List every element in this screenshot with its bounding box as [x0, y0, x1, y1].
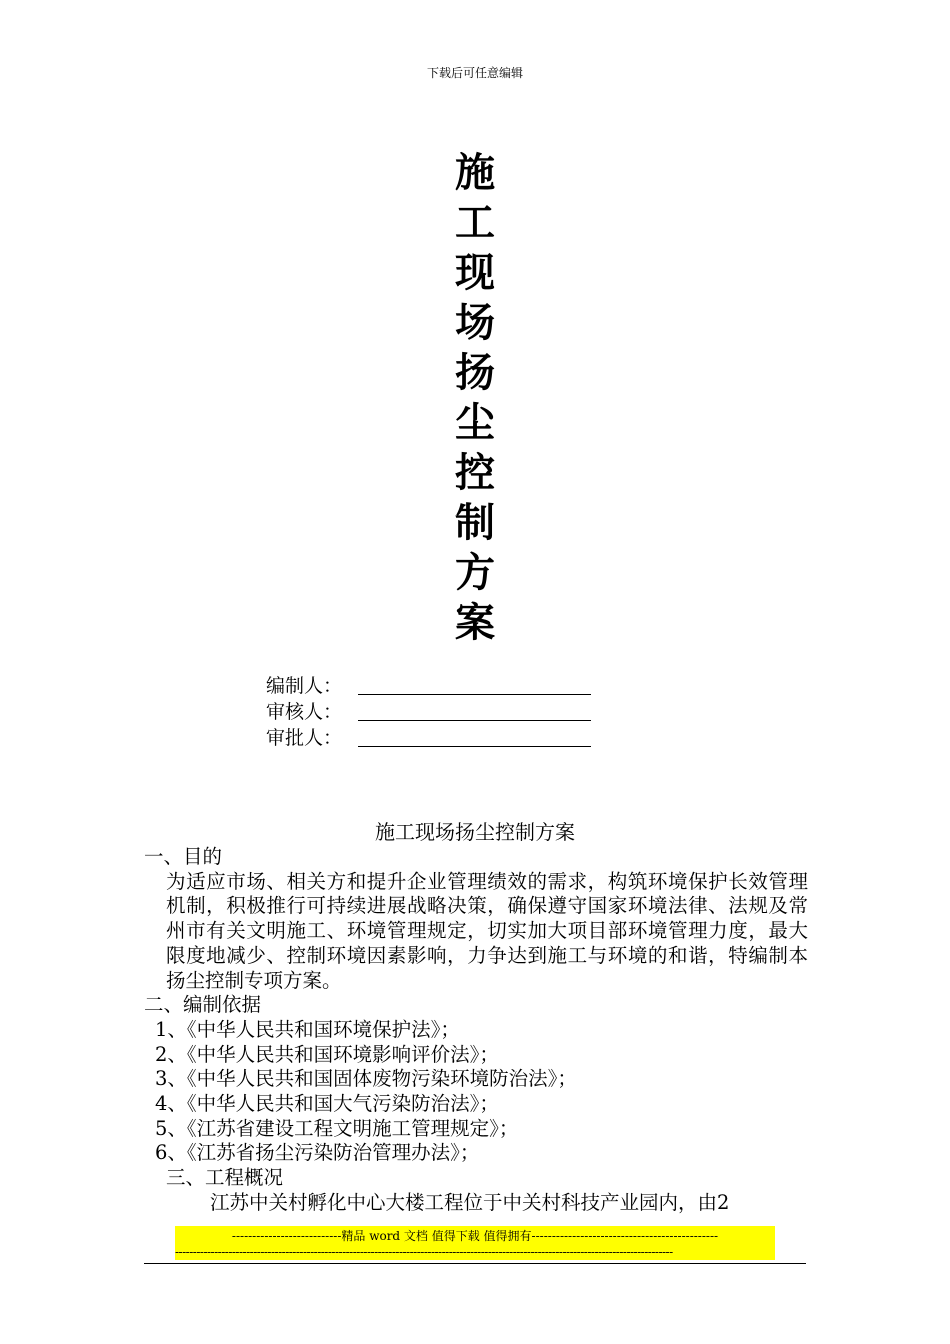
section-heading: 三、工程概况: [166, 1166, 284, 1190]
reference-item: 5、《江苏省建设工程文明施工管理规定》；: [155, 1116, 519, 1140]
cover-title-char: 扬: [455, 349, 495, 396]
signature-line: [358, 701, 591, 721]
reference-item: 6、《江苏省扬尘污染防治管理办法》；: [155, 1141, 480, 1165]
document-title: 施工现场扬尘控制方案: [375, 820, 575, 844]
signoff-row-compiler: [266, 673, 591, 699]
signature-line: [358, 675, 591, 695]
cover-title-char: 施: [455, 149, 495, 196]
section-heading: 二、编制依据: [144, 993, 262, 1017]
cover-title-char: 方: [455, 549, 495, 596]
cover-title-char: 控: [455, 449, 495, 496]
reference-item: 1、《中华人民共和国环境保护法》；: [155, 1017, 460, 1041]
cover-title-char: 尘: [455, 399, 495, 446]
paragraph-purpose: 为适应市场、相关方和提升企业管理绩效的需求，构筑环境保护长效管理机制，积极推行可持续进展战略决策，确保遵守国家环境法律、法规及常州市有关文明施工、环境管理规定，切实加大项目部环境管理力度，最大限度地减少、控制环境因素影响，力争达到施工与环境的和谐，特编制本扬尘控制专项方案。: [166, 869, 808, 992]
cover-title-char: 场: [455, 299, 495, 346]
section-heading: 一、目的: [144, 845, 223, 868]
paragraph-overview: 江苏中关村孵化中心大楼工程位于中关村科技产业园内，由2: [210, 1190, 730, 1214]
footer-rule: [144, 1263, 806, 1264]
page-header-note: 下载后可任意编辑: [426, 66, 523, 80]
cover-title-char: 工: [455, 199, 495, 246]
reference-item: 2、《中华人民共和国环境影响评价法》；: [155, 1042, 499, 1066]
signoff-row-reviewer: [266, 699, 591, 725]
footer-promo-text: ---------------------------精品 word 文档 值得下载 值得拥有----------------------------------------------: [231, 1229, 719, 1243]
cover-title: [435, 148, 515, 648]
signoff-label: 审批人：: [266, 727, 343, 749]
document-body: [144, 845, 808, 1216]
cover-title-char: 案: [455, 599, 495, 646]
cover-title-char: 制: [455, 499, 495, 546]
reference-item: 3、《中华人民共和国固体废物污染环境防治法》；: [155, 1067, 577, 1091]
signoff-row-approver: [266, 725, 591, 751]
signoff-label: 编制人：: [266, 675, 343, 697]
signoff-label: 审核人：: [266, 701, 343, 723]
signoff-block: [266, 673, 591, 751]
cover-title-char: 现: [455, 249, 495, 296]
footer-dash-line: --------------------------------------------------------------------------------------------------------------------------------------------: [175, 1245, 673, 1259]
reference-item: 4、《中华人民共和国大气污染防治法》；: [155, 1092, 499, 1116]
signature-line: [358, 727, 591, 747]
